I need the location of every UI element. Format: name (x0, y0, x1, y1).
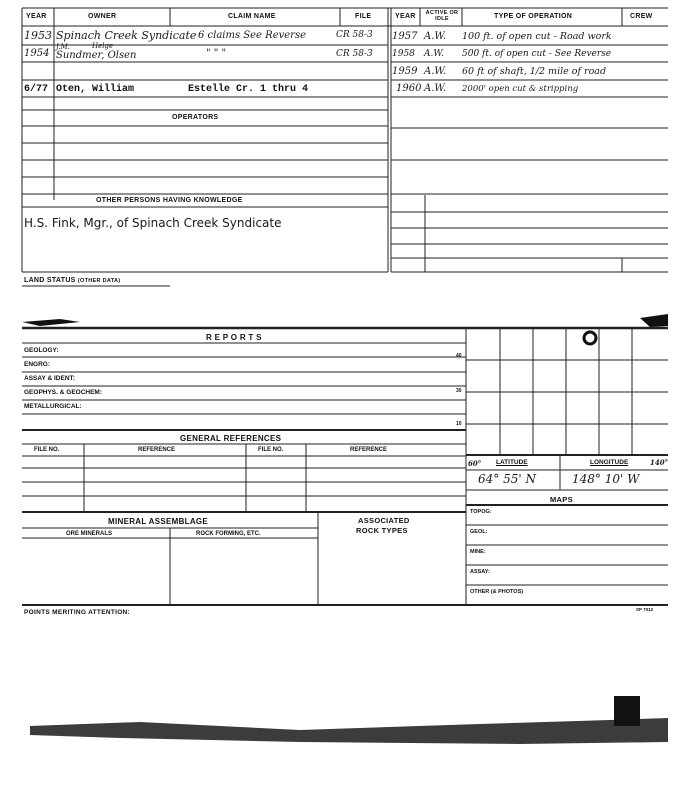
gen-ref-col-ref-2: REFERENCE (350, 447, 388, 453)
land-status-label (24, 277, 120, 284)
maps-geol: GEOL: (470, 529, 488, 535)
associated-label: ASSOCIATED (358, 516, 410, 525)
owner-row-1-file: CR 58-3 (336, 30, 373, 40)
header-crew: CREW (630, 13, 653, 20)
reports-geophys: GEOPHYS. & GEOCHEM: (24, 389, 103, 396)
maps-assay: ASSAY: (470, 569, 490, 575)
header-active-idle: ACTIVE OR IDLE (425, 10, 459, 22)
op-4-year: 1960 (396, 83, 422, 94)
lon-degree-head: 140° (650, 458, 669, 467)
op-3-status: A.W. (424, 66, 447, 77)
op-3-year: 1959 (392, 66, 418, 77)
owner-row-1-owner: Spinach Creek Syndicate (56, 29, 197, 42)
header-claim-name: CLAIM NAME (228, 13, 276, 20)
rock-types-label: ROCK TYPES (356, 526, 408, 535)
land-status-sub: (OTHER DATA) (77, 278, 121, 284)
header-type-of-operation: TYPE OF OPERATION (494, 13, 573, 20)
reports-assay: ASSAY & IDENT: (24, 375, 75, 382)
mineral-assemblage-title: MINERAL ASSEMBLAGE (108, 517, 209, 526)
rock-forming-label: ROCK FORMING, ETC. (196, 531, 261, 537)
latitude-value: 64° 55' N (478, 472, 536, 486)
owner-row-1-year: 1953 (24, 29, 52, 42)
general-references-title: GENERAL REFERENCES (180, 434, 282, 443)
ore-minerals-label: ORE MINERALS (66, 531, 113, 537)
reports-engrg: ENGRG: (24, 361, 50, 368)
other-persons-label: OTHER PERSONS HAVING KNOWLEDGE (96, 197, 243, 204)
owner-row-2-note-2: Helge (92, 42, 114, 50)
header-year-2: YEAR (395, 13, 416, 20)
op-1-year: 1957 (392, 31, 418, 42)
op-4-status: A.W. (424, 83, 447, 94)
header-owner: OWNER (88, 13, 117, 20)
op-2-status: A.W. (424, 49, 444, 59)
owner-row-3-claim: Estelle Cr. 1 thru 4 (188, 84, 309, 95)
owner-row-3-owner: Oten, William (56, 84, 135, 95)
longitude-value: 148° 10' W (572, 472, 640, 486)
maps-other: OTHER (& PHOTOS) (470, 589, 524, 595)
reports-geology-num: 40 (456, 353, 462, 359)
points-meriting-attention-label: POINTS MERITING ATTENTION: (24, 609, 131, 616)
owner-row-2-year: 1954 (24, 48, 50, 59)
owner-row-1-claim: 6 claims See Reverse (198, 30, 307, 41)
op-2-year: 1958 (392, 49, 415, 59)
owner-row-2-file: CR 58-3 (336, 49, 373, 59)
reports-assay-num: 30 (456, 388, 462, 394)
op-1-desc: 100 ft. of open cut - Road work (462, 31, 612, 42)
maps-mine: MINE: (470, 549, 486, 555)
op-1-status: A.W. (424, 31, 447, 42)
op-2-desc: 500 ft. of open cut - See Reverse (462, 49, 612, 59)
header-file: FILE (355, 13, 372, 20)
land-status-title: LAND STATUS (24, 277, 76, 284)
owner-row-2-claim: " " " (206, 48, 227, 59)
maps-title: MAPS (550, 495, 573, 504)
gen-ref-col-ref-1: REFERENCE (138, 447, 176, 453)
op-4-desc: 2000' open cut & stripping (462, 84, 579, 94)
lat-degree-head: 60° (468, 459, 482, 468)
gen-ref-col-file-2: FILE NO. (258, 447, 284, 453)
operators-label: OPERATORS (172, 114, 219, 121)
other-persons-text: H.S. Fink, Mgr., of Spinach Creek Syndicate (24, 216, 282, 230)
header-year: YEAR (26, 13, 47, 20)
owner-row-3-year: 6/77 (24, 84, 49, 95)
maps-topog: TOPOG: (470, 509, 492, 515)
reports-metallurgical: METALLURGICAL: (24, 403, 82, 410)
reports-metallurgical-num: 10 (456, 421, 462, 427)
form-number: SP 7012 (636, 607, 654, 612)
op-3-desc: 60 ft of shaft, 1/2 mile of road (462, 66, 607, 77)
owner-row-2-owner: Sundmer, Olsen (56, 50, 137, 61)
latitude-label: LATITUDE (496, 459, 528, 466)
reports-title: R E P O R T S (206, 333, 262, 342)
owner-row-2-note-1: J.M. (56, 43, 70, 51)
reports-geology: GEOLOGY: (24, 347, 59, 354)
gen-ref-col-file-1: FILE NO. (34, 447, 60, 453)
longitude-label: LONGITUDE (590, 459, 629, 466)
